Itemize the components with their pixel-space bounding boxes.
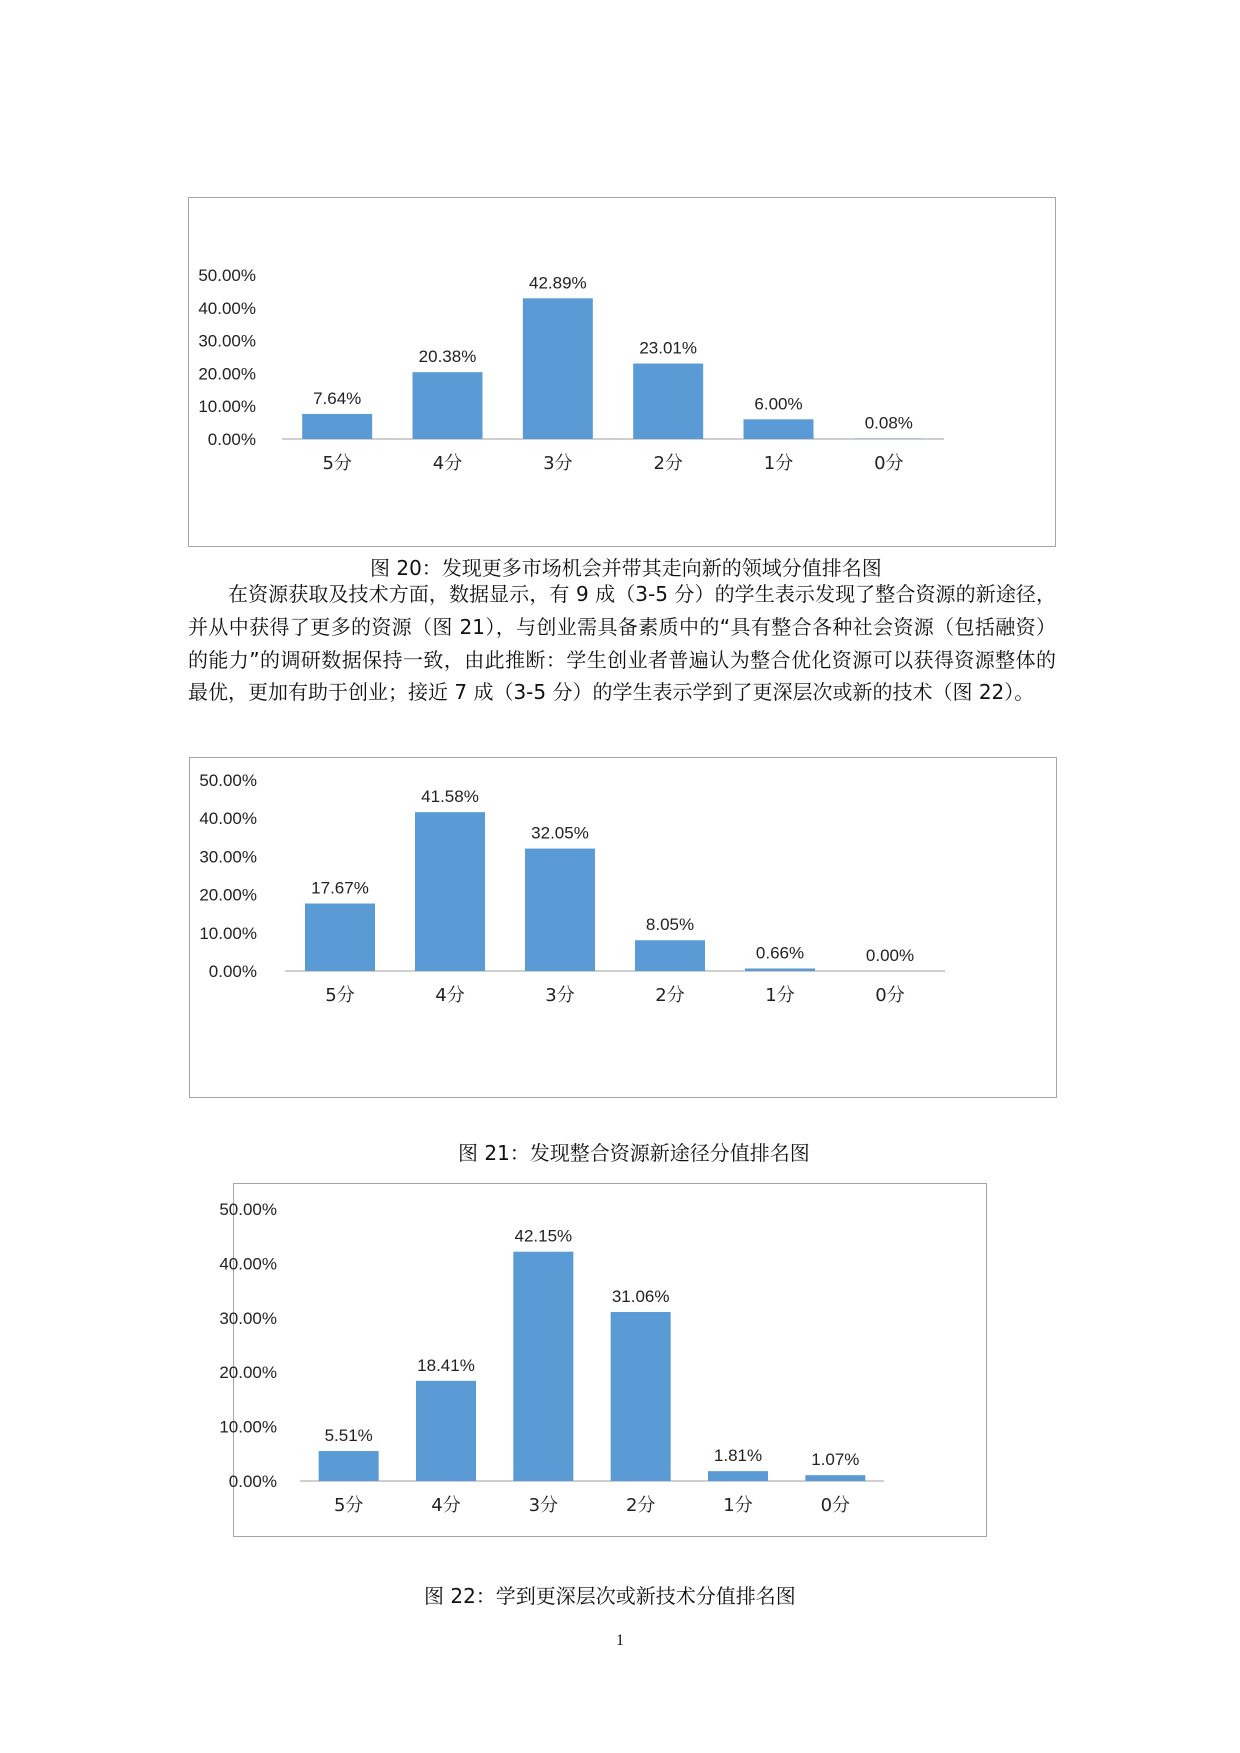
- chart-fig22: [219, 1183, 987, 1537]
- fig21-data-label: 17.67%: [311, 878, 369, 898]
- fig20-category-label: 5分: [322, 453, 352, 474]
- body-paragraph: [188, 578, 1056, 709]
- fig21-category-label: 5分: [325, 985, 355, 1006]
- fig20-bar: [302, 414, 372, 439]
- fig22-category-label: 5分: [333, 1495, 364, 1516]
- fig21-data-label: 0.66%: [755, 943, 805, 963]
- fig22-bar: [319, 1451, 379, 1481]
- fig22-y-tick-label: 50.00%: [219, 1200, 277, 1219]
- fig20-category-label: 4分: [432, 453, 463, 474]
- fig22-data-label: 42.15%: [514, 1226, 573, 1246]
- chart-fig22-svg: [219, 1184, 988, 1538]
- chart-fig21: [189, 757, 1057, 1098]
- fig20-data-label: 23.01%: [639, 338, 698, 358]
- fig22-y-tick-label: 20.00%: [219, 1363, 277, 1383]
- fig22-y-tick-label: 0.00%: [228, 1472, 277, 1491]
- fig21-bar: [635, 940, 705, 971]
- page-number: 1: [616, 1632, 624, 1649]
- fig22-data-label: 5.51%: [324, 1426, 373, 1446]
- fig20-data-label: 7.64%: [313, 388, 362, 408]
- fig20-bar: [744, 419, 814, 439]
- fig20-category-label: 1分: [763, 453, 794, 474]
- fig21-data-label: 0.00%: [865, 946, 915, 965]
- fig20-y-tick-label: 50.00%: [198, 266, 256, 285]
- fig22-category-label: 4分: [431, 1495, 461, 1516]
- fig22-y-tick-label: 40.00%: [219, 1254, 277, 1274]
- fig20-category-label: 3分: [543, 453, 573, 474]
- chart-fig20: [188, 197, 1056, 547]
- fig21-y-tick-label: 10.00%: [199, 923, 257, 943]
- fig22-bar: [611, 1312, 671, 1481]
- fig20-data-label: 6.00%: [754, 394, 803, 414]
- fig22-category-label: 1分: [723, 1495, 753, 1516]
- fig21-category-label: 4分: [435, 985, 465, 1006]
- fig20-data-label: 20.38%: [418, 347, 477, 367]
- fig21-y-tick-label: 30.00%: [199, 847, 257, 867]
- fig21-category-label: 0分: [875, 985, 905, 1006]
- fig20-category-label: 2分: [653, 453, 683, 474]
- fig20-y-tick-label: 30.00%: [198, 331, 256, 351]
- fig21-y-tick-label: 50.00%: [199, 771, 257, 790]
- fig20-y-tick-label: 40.00%: [198, 298, 256, 318]
- fig21-y-tick-label: 40.00%: [199, 809, 257, 829]
- fig22-category-label: 3分: [528, 1495, 559, 1516]
- fig22-data-label: 1.07%: [811, 1450, 860, 1470]
- fig22-y-tick-label: 10.00%: [219, 1417, 277, 1437]
- caption-fig20: 图 20：发现更多市场机会并带其走向新的领域分值排名图: [370, 556, 882, 580]
- chart-fig20-svg: [189, 198, 1057, 548]
- fig20-data-label: 0.08%: [864, 413, 913, 433]
- fig22-bar: [708, 1471, 768, 1481]
- fig20-data-label: 42.89%: [528, 273, 587, 293]
- fig22-y-tick-label: 30.00%: [219, 1308, 277, 1328]
- fig22-bar: [513, 1252, 573, 1481]
- fig22-bar: [416, 1381, 476, 1481]
- fig22-category-label: 0分: [820, 1495, 851, 1516]
- fig21-bar: [415, 812, 485, 971]
- fig21-bar: [525, 849, 595, 971]
- fig21-y-tick-label: 20.00%: [199, 885, 257, 905]
- fig21-data-label: 32.05%: [531, 823, 589, 843]
- fig21-category-label: 1分: [765, 985, 795, 1006]
- body-paragraph-text: 在资源获取及技术方面，数据显示，有 9 成（3-5 分）的学生表示发现了整合资源的新途径，并从中获得了更多的资源（图 21），与创业需具备素质中的“具有整合各种社会资源（包括融资）的能力”的调研数据保持一致，由此推断：学生创业者普遍认为整合优化资源可以获得资源整体的最优，更加有助于创业；接近 7 成（3-5 分）的学生表示学到了更深层次或新的技术（图 22）。: [188, 582, 1056, 705]
- fig20-bar: [413, 372, 483, 439]
- fig22-category-label: 2分: [625, 1495, 656, 1516]
- fig20-y-tick-label: 0.00%: [207, 430, 256, 449]
- fig20-bar: [523, 298, 593, 439]
- fig21-y-tick-label: 0.00%: [208, 962, 257, 981]
- fig21-bar: [305, 904, 375, 971]
- fig22-bar: [805, 1475, 865, 1481]
- fig22-data-label: 18.41%: [417, 1355, 475, 1375]
- fig22-data-label: 31.06%: [611, 1287, 670, 1307]
- fig22-data-label: 1.81%: [713, 1446, 763, 1466]
- caption-fig22: 图 22：学到更深层次或新技术分值排名图: [424, 1584, 796, 1608]
- fig21-category-label: 2分: [655, 985, 685, 1006]
- caption-fig21: 图 21：发现整合资源新途径分值排名图: [458, 1141, 810, 1165]
- chart-fig21-svg: [190, 758, 1058, 1099]
- fig20-y-tick-label: 20.00%: [198, 364, 256, 384]
- fig21-data-label: 8.05%: [645, 915, 695, 935]
- fig21-bar: [745, 968, 815, 971]
- fig21-category-label: 3分: [545, 985, 575, 1006]
- fig20-bar: [633, 364, 703, 439]
- fig21-data-label: 41.58%: [421, 787, 479, 807]
- fig20-y-tick-label: 10.00%: [198, 397, 256, 417]
- fig20-category-label: 0分: [874, 453, 904, 474]
